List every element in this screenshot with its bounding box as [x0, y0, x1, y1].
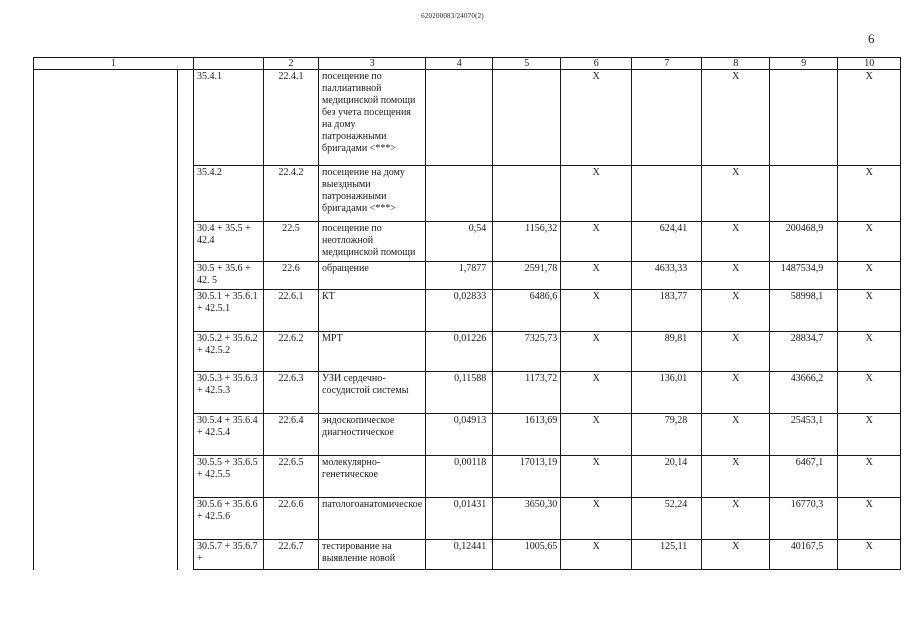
- cell-service: посещение по неотложной медицинской помощи: [319, 222, 426, 262]
- cell-col10: X: [838, 414, 901, 456]
- cell-service: патологоанатомическое: [319, 498, 426, 540]
- cell-col9: 6467,1: [770, 456, 838, 498]
- blank-cell-left: [34, 70, 178, 570]
- cell-col8: X: [702, 540, 770, 570]
- cell-col5: 1613,69: [493, 414, 561, 456]
- cell-code-b: 22.4.1: [264, 70, 319, 166]
- header-cell-9: 9: [770, 58, 838, 70]
- cell-col9: 200468,9: [770, 222, 838, 262]
- header-row: [34, 58, 901, 70]
- cell-col6: X: [561, 290, 632, 332]
- cell-col9: 58998,1: [770, 290, 838, 332]
- header-cell-4: 4: [426, 58, 493, 70]
- cell-code-a: 30.5.7 + 35.6.7 +: [194, 540, 264, 570]
- cell-col5: 7325,73: [493, 332, 561, 372]
- cell-code-b: 22.6.2: [264, 332, 319, 372]
- cell-col6: X: [561, 540, 632, 570]
- cell-col9: 28834,7: [770, 332, 838, 372]
- header-cell-8: 8: [702, 58, 770, 70]
- table-body: [34, 70, 901, 570]
- cell-col5: 1005,65: [493, 540, 561, 570]
- cell-col9: [770, 166, 838, 222]
- cell-code-a: 35.4.2: [194, 166, 264, 222]
- cell-service: КТ: [319, 290, 426, 332]
- cell-col4: 0,00118: [426, 456, 493, 498]
- cell-col10: X: [838, 70, 901, 166]
- cell-col4: 0,11588: [426, 372, 493, 414]
- cell-col8: X: [702, 414, 770, 456]
- cell-code-a: 30.5.6 + 35.6.6 + 42.5.6: [194, 498, 264, 540]
- cell-col10: X: [838, 222, 901, 262]
- cell-col10: X: [838, 498, 901, 540]
- cell-code-a: 30.5.1 + 35.6.1 + 42.5.1: [194, 290, 264, 332]
- document-id: 620200083/24070(2): [421, 12, 484, 20]
- tariff-table: [33, 57, 901, 570]
- page-number: 6: [868, 31, 875, 46]
- cell-col8: X: [702, 222, 770, 262]
- cell-col6: X: [561, 70, 632, 166]
- header-cell-3: 3: [319, 58, 426, 70]
- blank-cell-narrow: [178, 70, 194, 570]
- table-row: [34, 70, 901, 166]
- cell-col9: 25453,1: [770, 414, 838, 456]
- cell-col7: 89,81: [632, 332, 702, 372]
- cell-col9: [770, 70, 838, 166]
- cell-col6: X: [561, 498, 632, 540]
- cell-col10: X: [838, 372, 901, 414]
- cell-col4: 1,7877: [426, 262, 493, 290]
- cell-service: тестирование на выявление новой: [319, 540, 426, 570]
- cell-code-a: 30.5 + 35.6 + 42. 5: [194, 262, 264, 290]
- cell-code-b: 22.6.7: [264, 540, 319, 570]
- cell-col5: 1173,72: [493, 372, 561, 414]
- cell-col5: 17013,19: [493, 456, 561, 498]
- cell-col10: X: [838, 332, 901, 372]
- cell-code-b: 22.6.6: [264, 498, 319, 540]
- cell-code-a: 30.5.2 + 35.6.2 + 42.5.2: [194, 332, 264, 372]
- cell-col10: X: [838, 456, 901, 498]
- cell-col8: X: [702, 456, 770, 498]
- cell-col10: X: [838, 166, 901, 222]
- cell-col8: X: [702, 332, 770, 372]
- cell-service: УЗИ сердечно-сосудистой системы: [319, 372, 426, 414]
- cell-code-a: 30.5.3 + 35.6.3 + 42.5.3: [194, 372, 264, 414]
- header-cell-5: 5: [493, 58, 561, 70]
- cell-service: МРТ: [319, 332, 426, 372]
- cell-code-b: 22.6.3: [264, 372, 319, 414]
- cell-code-b: 22.6.1: [264, 290, 319, 332]
- cell-code-b: 22.5: [264, 222, 319, 262]
- cell-col5: 1156,32: [493, 222, 561, 262]
- cell-col10: X: [838, 262, 901, 290]
- cell-col6: X: [561, 332, 632, 372]
- cell-col5: 2591,78: [493, 262, 561, 290]
- cell-col9: 43666,2: [770, 372, 838, 414]
- header-cell-10: 10: [838, 58, 901, 70]
- cell-code-a: 30.5.4 + 35.6.4 + 42.5.4: [194, 414, 264, 456]
- cell-col5: [493, 70, 561, 166]
- cell-col5: 6486,6: [493, 290, 561, 332]
- cell-code-b: 22.4.2: [264, 166, 319, 222]
- cell-col10: X: [838, 290, 901, 332]
- cell-service: посещение по паллиативной медицинской помощи без учета посещения на дому патронажными бригадами <***>: [319, 70, 426, 166]
- cell-col4: [426, 166, 493, 222]
- cell-col7: 183,77: [632, 290, 702, 332]
- cell-col7: 125,11: [632, 540, 702, 570]
- cell-col10: X: [838, 540, 901, 570]
- cell-col7: 20,14: [632, 456, 702, 498]
- cell-code-b: 22.6.5: [264, 456, 319, 498]
- cell-col7: 624,41: [632, 222, 702, 262]
- cell-col4: 0,12441: [426, 540, 493, 570]
- cell-code-a: 30.5.5 + 35.6.5 + 42.5.5: [194, 456, 264, 498]
- cell-col4: 0,04913: [426, 414, 493, 456]
- cell-service: посещение на дому выездными патронажными бригадами <***>: [319, 166, 426, 222]
- cell-col6: X: [561, 262, 632, 290]
- cell-col7: [632, 166, 702, 222]
- cell-col9: 1487534,9: [770, 262, 838, 290]
- cell-col4: 0,01226: [426, 332, 493, 372]
- cell-code-a: 30.4 + 35.5 + 42.4: [194, 222, 264, 262]
- header-cell-6: 6: [561, 58, 632, 70]
- cell-col8: X: [702, 70, 770, 166]
- cell-col6: X: [561, 166, 632, 222]
- header-cell-1: 1: [34, 58, 194, 70]
- cell-col6: X: [561, 372, 632, 414]
- cell-col6: X: [561, 222, 632, 262]
- cell-service: эндоскопическое диагностическое: [319, 414, 426, 456]
- cell-col6: X: [561, 456, 632, 498]
- cell-col7: 79,28: [632, 414, 702, 456]
- cell-col7: [632, 70, 702, 166]
- header-cell-2: 2: [264, 58, 319, 70]
- cell-col5: [493, 166, 561, 222]
- cell-code-b: 22.6.4: [264, 414, 319, 456]
- header-cell-blank: [194, 58, 264, 70]
- cell-service: обращение: [319, 262, 426, 290]
- cell-col4: [426, 70, 493, 166]
- cell-col8: X: [702, 262, 770, 290]
- cell-col9: 16770,3: [770, 498, 838, 540]
- cell-col4: 0,02833: [426, 290, 493, 332]
- cell-col5: 3650,30: [493, 498, 561, 540]
- cell-col7: 136,01: [632, 372, 702, 414]
- cell-col9: 40167,5: [770, 540, 838, 570]
- cell-col6: X: [561, 414, 632, 456]
- cell-col7: 4633,33: [632, 262, 702, 290]
- cell-col8: X: [702, 290, 770, 332]
- cell-service: молекулярно-генетическое: [319, 456, 426, 498]
- cell-col4: 0,54: [426, 222, 493, 262]
- cell-col7: 52,24: [632, 498, 702, 540]
- cell-col8: X: [702, 372, 770, 414]
- cell-code-b: 22.6: [264, 262, 319, 290]
- cell-col8: X: [702, 166, 770, 222]
- cell-col8: X: [702, 498, 770, 540]
- cell-code-a: 35.4.1: [194, 70, 264, 166]
- header-cell-7: 7: [632, 58, 702, 70]
- cell-col4: 0,01431: [426, 498, 493, 540]
